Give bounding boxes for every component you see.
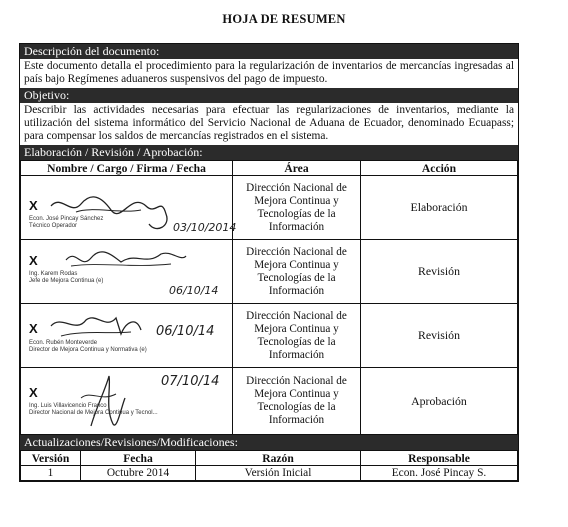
signature-cell	[21, 368, 233, 435]
objetivo-text: Describir las actividades necesarias para efectuar las regularizaciones de inventarios, mediante la utilización del sistema informático del Servicio Nacional de Aduana de Ecuador, denominado Ecuapass; para compensar los saldos de mercancías registrados en el sistema.	[24, 104, 514, 142]
table-row	[21, 176, 518, 240]
signer-role: Director de Mejora Continua y Normativa (e)	[29, 347, 147, 353]
objetivo-header: Objetivo:	[20, 88, 518, 103]
descripcion-text: Este documento detalla el procedimiento para la regularización de inventarios de mercancías ingresadas al país bajo Regímenes aduaneros suspensivos del pago de impuesto.	[24, 60, 514, 85]
area-line: Información	[268, 284, 325, 297]
accion-cell: Revisión	[361, 240, 518, 304]
x-mark: X	[29, 385, 38, 400]
col-header-accion: Acción	[361, 161, 518, 176]
area-line: Tecnologías de la	[257, 401, 336, 413]
area-line: Dirección Nacional de	[246, 309, 347, 322]
actualizaciones-header: Actualizaciones/Revisiones/Modificaciones:	[20, 435, 518, 450]
aprobacion-header: Elaboración / Revisión / Aprobación:	[20, 145, 518, 160]
responsable-cell: Econ. José Pincay S.	[361, 466, 518, 481]
area-line: Información	[268, 414, 325, 426]
area-line: Dirección Nacional de	[246, 375, 347, 387]
col-header-version: Versión	[21, 451, 81, 466]
col-header-responsable: Responsable	[361, 451, 518, 466]
accion-cell: Revisión	[361, 304, 518, 368]
table-row	[21, 304, 518, 368]
x-mark: X	[29, 321, 38, 336]
descripcion-box	[19, 43, 519, 482]
area-line: Mejora Continua y	[254, 258, 339, 271]
signer-name: Econ. Rubén Monteverde	[29, 340, 98, 346]
area-line: Información	[268, 348, 325, 361]
col-header-razon: Razón	[196, 451, 361, 466]
area-line: Dirección Nacional de	[246, 245, 347, 258]
aprobacion-table	[20, 160, 518, 435]
signer-name: Ing. Karem Rodas	[29, 271, 78, 277]
signature-date: 06/10/14	[169, 284, 219, 297]
col-header-nombre: Nombre / Cargo / Firma / Fecha	[21, 161, 233, 176]
area-line: Tecnologías de la	[257, 207, 336, 220]
descripcion-header: Descripción del documento:	[20, 44, 518, 59]
actualizaciones-table	[20, 450, 518, 481]
area-line: Mejora Continua y	[254, 388, 339, 400]
signature-date: 07/10/14	[161, 374, 220, 389]
signer-role: Técnico Operador	[29, 223, 78, 229]
signer-name: Ing. Luis Villavicencio Franco	[29, 403, 107, 409]
signer-name: Econ. José Pincay Sánchez	[29, 216, 104, 222]
area-line: Información	[268, 220, 325, 233]
signature-cell	[21, 240, 233, 304]
page-title: HOJA DE RESUMEN	[222, 12, 346, 26]
col-header-area: Área	[233, 161, 361, 176]
area-cell	[233, 368, 361, 435]
signature-date: 06/10/14	[156, 324, 215, 339]
area-line: Dirección Nacional de	[246, 181, 347, 194]
accion-cell: Elaboración	[361, 176, 518, 240]
table-row	[21, 368, 518, 435]
area-line: Mejora Continua y	[254, 194, 339, 207]
area-cell	[233, 176, 361, 240]
signer-role: Jefe de Mejora Continua (e)	[29, 278, 104, 284]
table-row	[21, 240, 518, 304]
signature-date: 03/10/2014	[173, 221, 237, 234]
area-cell	[233, 240, 361, 304]
col-header-fecha: Fecha	[81, 451, 196, 466]
version-cell: 1	[21, 466, 81, 481]
accion-cell: Aprobación	[361, 368, 518, 435]
fecha-cell: Octubre 2014	[81, 466, 196, 481]
area-line: Mejora Continua y	[254, 322, 339, 335]
x-mark: X	[29, 198, 38, 213]
signature-cell	[21, 176, 237, 240]
x-mark: X	[29, 253, 38, 268]
razon-cell: Versión Inicial	[196, 466, 361, 481]
area-cell	[233, 304, 361, 368]
table-row	[21, 466, 518, 481]
signature-cell	[21, 304, 233, 368]
signer-role: Director Nacional de Mejora Continua y Tecnol...	[29, 410, 158, 416]
area-line: Tecnologías de la	[257, 335, 336, 348]
area-line: Tecnologías de la	[257, 271, 336, 284]
